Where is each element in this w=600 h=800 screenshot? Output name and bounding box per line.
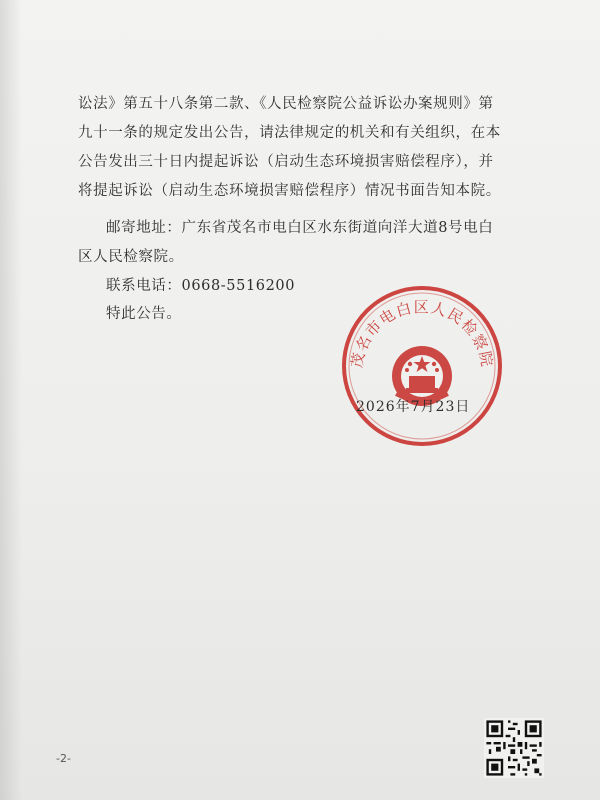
seal-text: 茂名市电白区人民检察院 xyxy=(347,298,497,370)
paragraph-line-2: 九十一条的规定发出公告，请法律规定的机关和有关组织，在本 xyxy=(78,125,501,141)
page-edge-shadow xyxy=(0,0,22,800)
notice-date: 2026年7月23日 xyxy=(356,399,471,415)
official-seal xyxy=(338,282,506,450)
page-number: -2- xyxy=(56,752,71,765)
qr-code-icon xyxy=(484,718,544,778)
paragraph-line-4: 将提起诉讼（启动生态环境损害赔偿程序）情况书面告知本院。 xyxy=(78,183,501,199)
address-line-2: 区人民检察院。 xyxy=(78,249,184,265)
closing-line: 特此公告。 xyxy=(106,306,182,322)
address-line-1: 邮寄地址：广东省茂名市电白区水东街道向洋大道8号电白 xyxy=(106,220,494,236)
paragraph-line-3: 公告发出三十日内提起诉讼（启动生态环境损害赔偿程序），并 xyxy=(78,154,494,170)
paragraph-line-1: 讼法》第五十八条第二款、《人民检察院公益诉讼办案规则》第 xyxy=(78,96,494,112)
phone-line: 联系电话：0668-5516200 xyxy=(106,278,296,294)
